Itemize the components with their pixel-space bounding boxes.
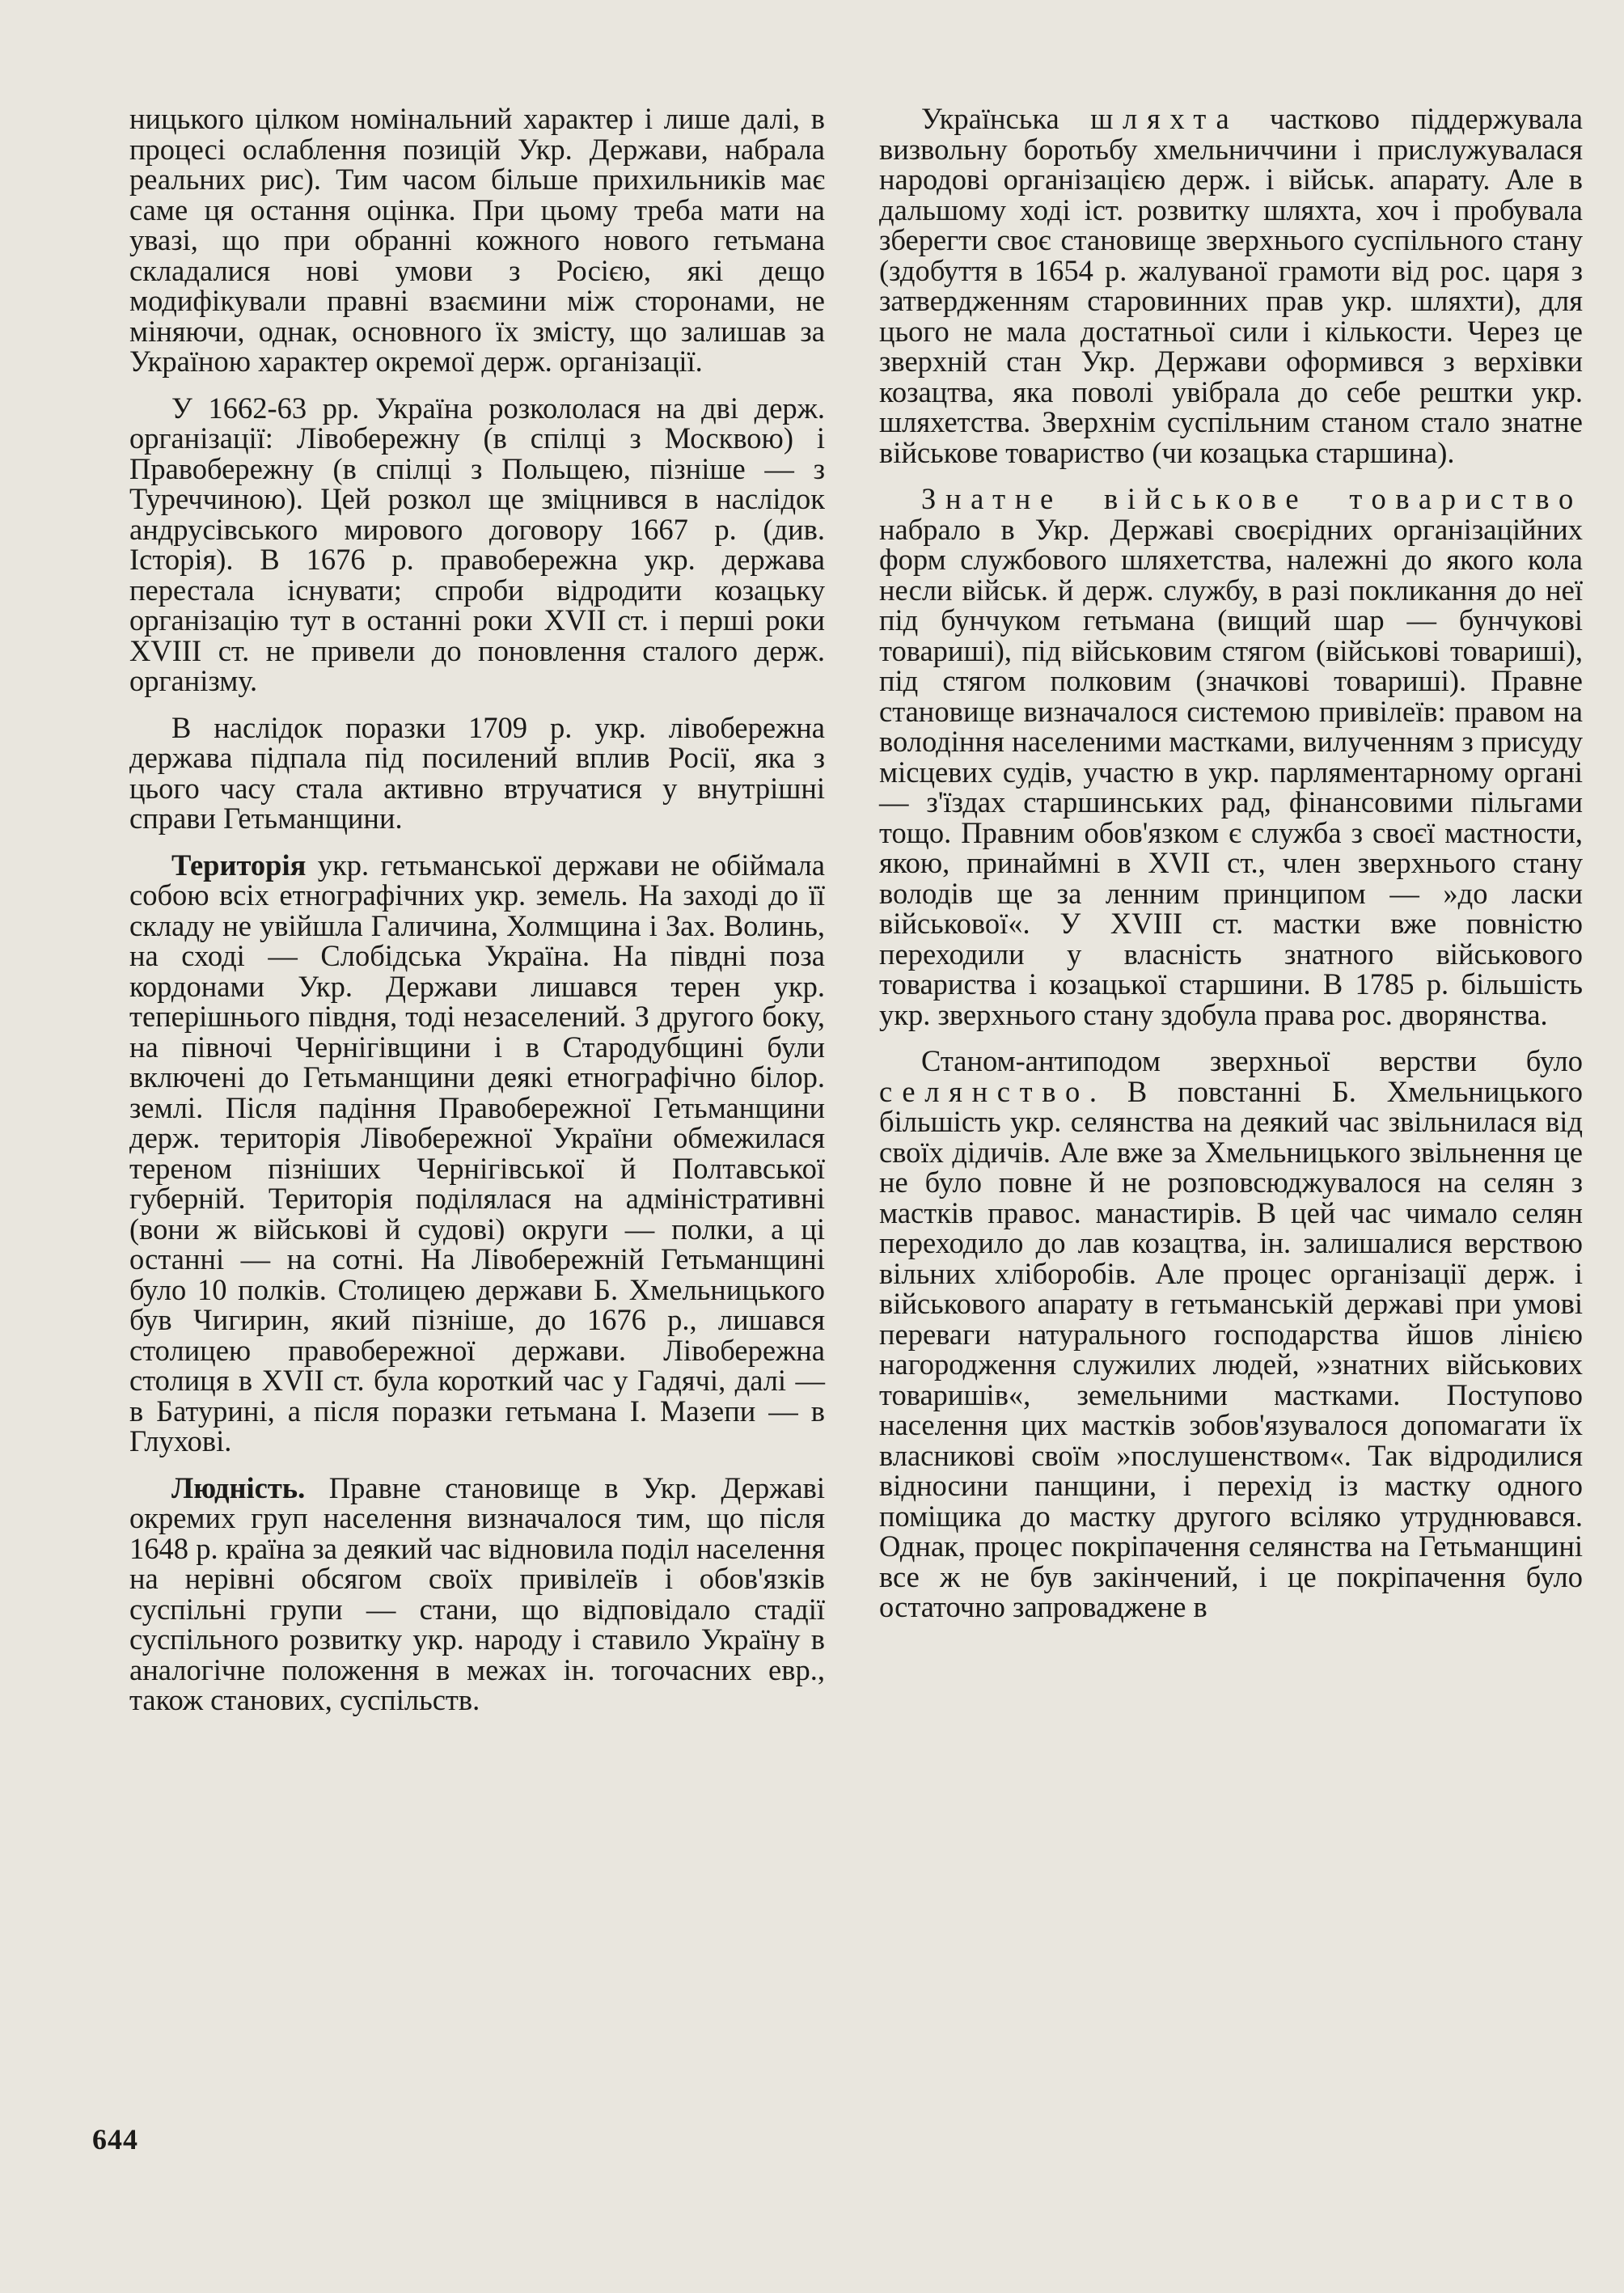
paragraph-gentry: [879, 104, 1583, 467]
paragraph-peasantry: [879, 1046, 1583, 1622]
paragraph-text: набрало в Укр. Державі своєрідних організаційних форм службового шляхетства, належні до якого кола несли військ. й держ. службу, в разі покликання до неї під бунчуком гетьмана (вищий шар — бунчукові товариші), під військовим стягом (військові товариші), під стягом полковим (значкові товариші). Правне становище визначалося системою привілеїв: правом на володіння населеними мастками, вилученням з присуду місцевих судів, участю в укр. парляментарному органі — з'їздах старшинських рад, фінансовими пільгами тощо. Правним обов'язком є служба з своєї мастности, якою, принаймні в XVII ст., член зверхнього стану володів ще за ленним принципом — »до ласки військової«. У XVIII ст. мастки вже повністю переходили у власність знатного військового товариства і козацької старшини. В 1785 р. більшість укр. зверхнього стану здобула права рос. дворянства.: [879, 512, 1583, 1031]
paragraph-text: Українська: [921, 102, 1091, 135]
paragraph-territory: [129, 850, 825, 1457]
paragraph-population: [129, 1470, 825, 1716]
paragraph: В наслідок поразки 1709 р. укр. лівобережна держава підпала під посилений вплив Росії, яка з цього часу стала активно втручатися у внутрішні справи Гетьманщини.: [129, 710, 825, 835]
paragraph: ницького цілком номінальний характер і лише далі, в процесі ослаблення позицій Укр. Держави, набрала реальних рис). Тим часом більше прихильників має саме ця остання оцінка. При цьому треба мати на увазі, що при обранні кожного нового гетьмана складалися нові умови з Росією, які дещо модифікували правні взаємини між сторонами, не міняючи, однак, основного їх змісту, що залишав за Україною характер окремої держ. організації.: [129, 102, 825, 378]
spaced-term: шляхта: [1090, 102, 1239, 135]
right-column: [879, 104, 1583, 1639]
section-heading-territory: Територія: [171, 848, 307, 882]
left-column: [129, 104, 825, 1732]
paragraph-text: Правне становище в Укр. Державі окремих груп населення визначалося тим, що після 1648 р. країна за деякий час відновила поділ населення на нерівні обсягом своїх привілеїв і обов'язків суспільні групи — стани, що відповідало стадії суспільного розвитку укр. народу і ставило Україну в аналогічне положення в межах ін. тогочасних евр., також станових, суспільств.: [129, 1470, 825, 1716]
spaced-term: Знатне військове товариство: [921, 482, 1583, 515]
paragraph-text: укр. гетьманської держави не обіймала собою всіх етнографічних укр. земель. На заході до її складу не увійшла Галичина, Холмщина і Зах. Волинь, на сході — Слобідська Україна. На півдні поза кордонами Укр. Держави лишався терен укр. теперішнього півдня, тоді незаселений. З другого боку, на півночі Чернігівщини і в Стародубщині були включені до Гетьманщини деякі етнографічно білор. землі. Після падіння Правобережної Гетьманщини держ. територія Лівобережної України обмежилася тереном пізніших Чернігівської й Полтавської губерній. Територія поділялася на адміністративні (вони ж військові й судові) округи — полки, а ці останні — на сотні. На Лівобережній Гетьманщині було 10 полків. Столицею держави Б. Хмельницького був Чигирин, який пізніше, до 1676 р., лишався столицею правобережної держави. Лівобережна столиця в XVII ст. була короткий час у Гадячі, далі — в Батурині, а після поразки гетьмана І. Мазепи — в Глухові.: [129, 848, 825, 1457]
paragraph: У 1662-63 рр. Україна розкололася на дві держ. організації: Лівобережну (в спілці з Москвою) і Правобережну (в спілці з Польщею, пізніше — з Туреччиною). Цей розкол ще зміцнився в наслідок андрусівського мирового договору 1667 р. (див. Історія). В 1676 р. правобережна укр. держава перестала існувати; спроби відродити козацьку організацію тут в останні роки XVII ст. і перші роки XVIII ст. не привели до поновлення сталого держ. організму.: [129, 391, 825, 697]
paragraph-text: частково піддержувала визвольну боротьбу хмельниччини і прислужувалася народові організацією держ. і військ. апарату. Але в дальшому ході іст. розвитку шляхта, хоч і пробувала зберегти своє становище зверхнього суспільного стану (здобуття в 1654 р. жалуваної грамоти від рос. царя з затвердженням старовинних прав укр. шляхти), для цього не мала достатньої сили і кількости. Через це зверхній стан Укр. Держави оформився з верхівки козацтва, яка поволі увібрала до себе рештки укр. шляхетства. Зверхнім суспільним станом стало знатне військове товариство (чи козацька старшина).: [879, 102, 1583, 469]
paragraph-text: . В повстанні Б. Хмельницького більшість укр. селянства на деякий час звільнилася від своїх дідичів. Але вже за Хмельницького звільнення це не було повне й не розповсюджувалося на селян з мастків правос. манастирів. В цей час чимало селян переходило до лав козацтва, ін. залишалися верствою вільних хліборобів. Але процес організації держ. і військового апарату в гетьманській державі при умові переваги натурального господарства йшов лінією нагородження служилих людей, »знатних військових товаришів«, земельними мастками. Поступово населення цих мастків зобов'язувалося допомагати їх власникові своїм »послушенством«. Так відродилися відносини панщини, і перехід із мастку одного поміщика до мастку другого всіляко утруднювався. Однак, процес покріпачення селянства на Гетьманщині все ж не був закінчений, і це покріпачення було остаточно запроваджене в: [879, 1074, 1583, 1623]
paragraph-text: Станом-антиподом зверхньої верстви було: [921, 1044, 1583, 1077]
spaced-term: селянство: [879, 1074, 1089, 1108]
section-heading-population: Людність.: [171, 1470, 306, 1504]
page-number: 644: [92, 2123, 138, 2156]
paragraph-military-fellowship: [879, 484, 1583, 1030]
